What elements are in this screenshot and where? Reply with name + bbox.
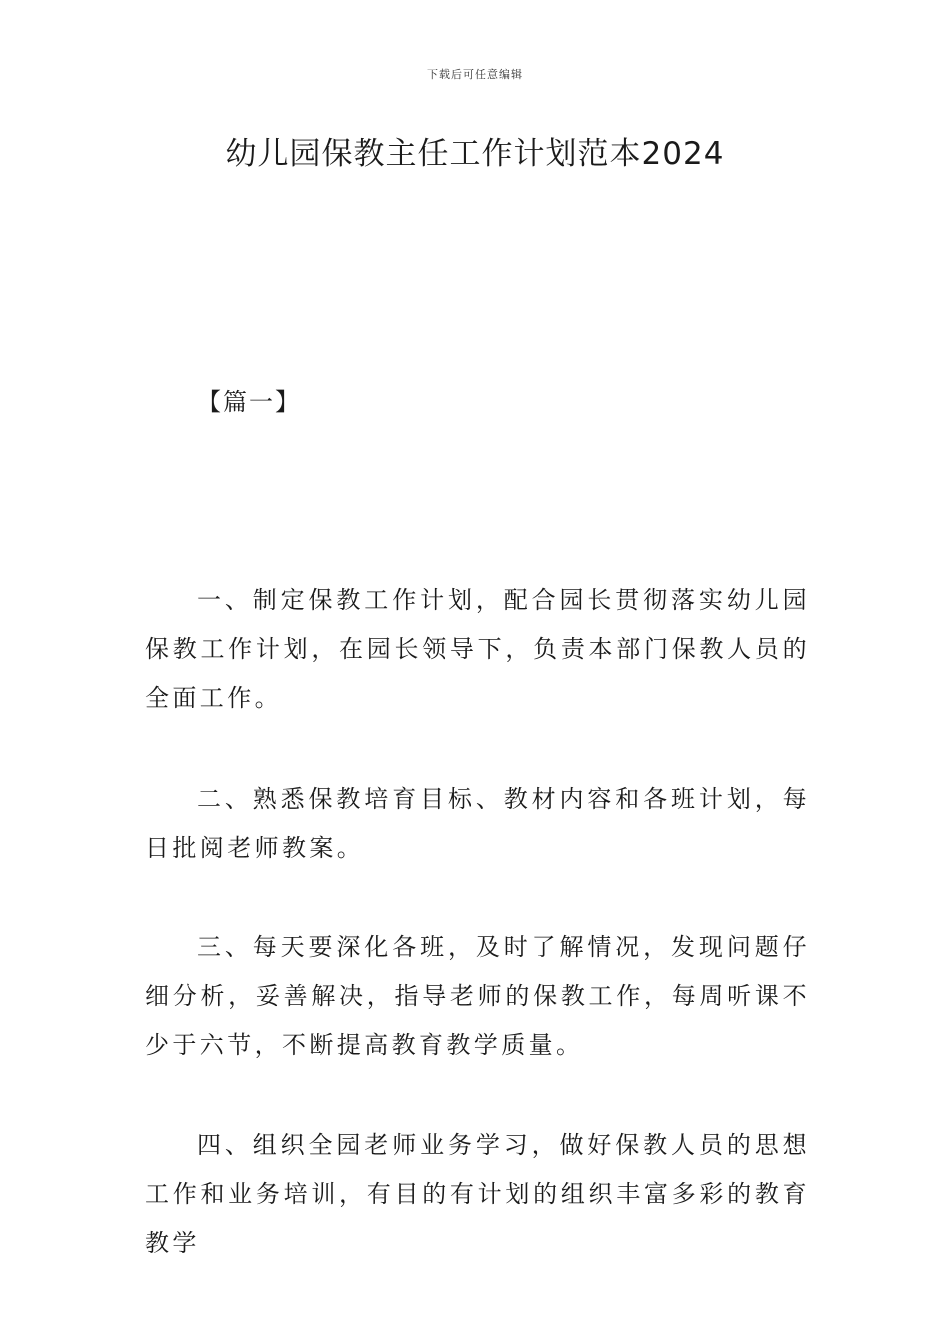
paragraph-3: 三、每天要深化各班，及时了解情况，发现问题仔细分析，妥善解决，指导老师的保教工作，每周听课不少于六节，不断提高教育教学质量。 <box>145 933 810 1059</box>
paragraph-4: 四、组织全园老师业务学习，做好保教人员的思想工作和业务培训，有目的有计划的组织丰富多彩的教育教学 <box>145 1131 810 1257</box>
document-title: 幼儿园保教主任工作计划范本2024 <box>225 136 725 172</box>
section-label: 【篇一】 <box>197 388 301 416</box>
paragraph-2: 二、熟悉保教培育目标、教材内容和各班计划，每日批阅老师教案。 <box>145 785 810 862</box>
paragraph-1: 一、制定保教工作计划，配合园长贯彻落实幼儿园保教工作计划，在园长领导下，负责本部门保教人员的全面工作。 <box>145 586 810 712</box>
header-note: 下载后可任意编辑 <box>427 68 523 81</box>
